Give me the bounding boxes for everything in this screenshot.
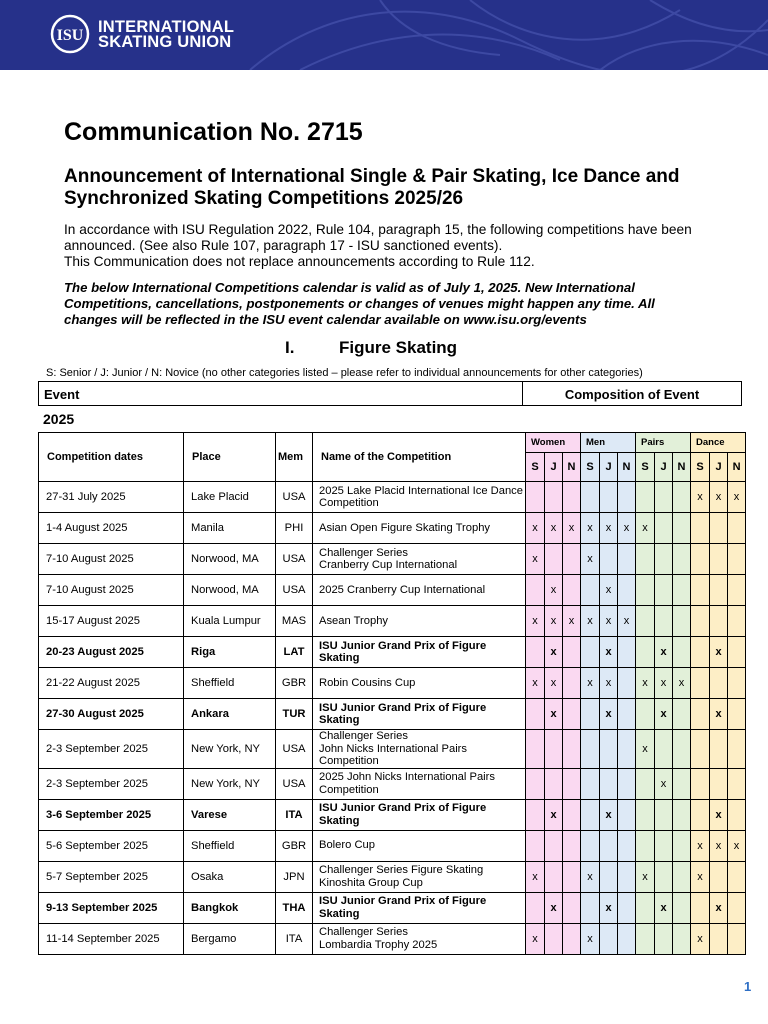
competition-dates-cell: 2-3 September 2025: [39, 730, 184, 769]
competitions-table: [38, 432, 746, 955]
mark-men-senior: [581, 482, 600, 513]
competition-dates-cell: 27-30 August 2025: [39, 699, 184, 730]
mark-pairs-novice: [673, 544, 691, 575]
mark-men-junior: x: [600, 513, 618, 544]
place-cell: New York, NY: [184, 768, 276, 799]
mark-dance-senior: [691, 513, 710, 544]
mark-women-junior: x: [545, 575, 563, 606]
mark-pairs-junior: [655, 830, 673, 861]
mark-men-junior: x: [600, 575, 618, 606]
competition-name-cell: Bolero Cup: [313, 830, 526, 861]
header-dance-junior: J: [710, 453, 728, 482]
intro-paragraph: [64, 222, 704, 270]
member-cell: THA: [276, 892, 313, 923]
mark-women-novice: [563, 730, 581, 769]
mark-dance-novice: [728, 637, 746, 668]
mark-pairs-junior: [655, 513, 673, 544]
mark-men-junior: x: [600, 699, 618, 730]
mark-pairs-junior: x: [655, 892, 673, 923]
mark-dance-senior: [691, 768, 710, 799]
mark-women-senior: x: [526, 544, 545, 575]
section-title: Figure Skating: [339, 338, 458, 357]
place-cell: Norwood, MA: [184, 544, 276, 575]
mark-men-novice: [618, 768, 636, 799]
mark-men-senior: x: [581, 606, 600, 637]
place-cell: Norwood, MA: [184, 575, 276, 606]
mark-women-junior: [545, 730, 563, 769]
competition-dates-cell: 2-3 September 2025: [39, 768, 184, 799]
header-dance-senior: S: [691, 453, 710, 482]
place-cell: Sheffield: [184, 830, 276, 861]
mark-pairs-junior: [655, 730, 673, 769]
competition-dates-cell: 1-4 August 2025: [39, 513, 184, 544]
mark-dance-senior: x: [691, 923, 710, 954]
mark-dance-senior: [691, 575, 710, 606]
mark-women-junior: x: [545, 637, 563, 668]
mark-women-senior: [526, 768, 545, 799]
member-cell: USA: [276, 730, 313, 769]
isu-logo-icon: [50, 14, 90, 54]
member-cell: USA: [276, 575, 313, 606]
mark-pairs-senior: [636, 830, 655, 861]
mark-women-junior: [545, 544, 563, 575]
validity-note: The below International Competitions calendar is valid as of July 1, 2025. New International Competitions, cancellations, postponements or changes of venues might happen any time. All changes will be reflected in the ISU event calendar available on www.isu.org/events: [64, 280, 655, 327]
mark-women-junior: [545, 830, 563, 861]
mark-dance-junior: [710, 668, 728, 699]
header-women-senior: S: [526, 453, 545, 482]
table-row: [39, 861, 746, 892]
mark-women-junior: [545, 482, 563, 513]
competition-dates-cell: 21-22 August 2025: [39, 668, 184, 699]
mark-dance-senior: x: [691, 482, 710, 513]
mark-women-senior: [526, 575, 545, 606]
mark-men-novice: [618, 861, 636, 892]
table-row: [39, 482, 746, 513]
mark-pairs-senior: [636, 799, 655, 830]
mark-men-senior: [581, 799, 600, 830]
member-cell: USA: [276, 544, 313, 575]
mark-dance-senior: [691, 730, 710, 769]
header-competition-name: Name of the Competition: [313, 433, 526, 482]
competition-dates-cell: 5-7 September 2025: [39, 861, 184, 892]
competition-dates-cell: 5-6 September 2025: [39, 830, 184, 861]
mark-dance-senior: [691, 892, 710, 923]
mark-dance-junior: x: [710, 637, 728, 668]
header-women-junior: J: [545, 453, 563, 482]
organization-name: [98, 20, 234, 50]
mark-women-senior: x: [526, 513, 545, 544]
table-row: [39, 768, 746, 799]
header-pairs-novice: N: [673, 453, 691, 482]
mark-dance-senior: [691, 699, 710, 730]
mark-women-junior: [545, 861, 563, 892]
event-composition-header: [38, 381, 742, 406]
mark-women-junior: [545, 768, 563, 799]
header-pairs-senior: S: [636, 453, 655, 482]
mark-women-junior: [545, 923, 563, 954]
mark-pairs-novice: [673, 923, 691, 954]
competition-dates-cell: 11-14 September 2025: [39, 923, 184, 954]
mark-pairs-senior: [636, 482, 655, 513]
category-legend: S: Senior / J: Junior / N: Novice (no other categories listed – please refer to individual announcements for other categories): [46, 367, 643, 379]
section-heading: [285, 338, 457, 358]
mark-pairs-junior: [655, 861, 673, 892]
mark-dance-novice: [728, 575, 746, 606]
mark-dance-novice: [728, 668, 746, 699]
competition-name-cell: 2025 John Nicks International Pairs Competition: [313, 768, 526, 799]
header-competition-dates: Competition dates: [39, 433, 184, 482]
mark-pairs-senior: x: [636, 861, 655, 892]
competition-dates-cell: 27-31 July 2025: [39, 482, 184, 513]
mark-women-senior: x: [526, 668, 545, 699]
mark-men-senior: x: [581, 513, 600, 544]
mark-men-junior: x: [600, 637, 618, 668]
member-cell: PHI: [276, 513, 313, 544]
mark-pairs-senior: [636, 575, 655, 606]
member-cell: USA: [276, 482, 313, 513]
table-row: [39, 923, 746, 954]
mark-men-junior: [600, 768, 618, 799]
competition-name-cell: Asean Trophy: [313, 606, 526, 637]
table-row: [39, 575, 746, 606]
mark-women-senior: x: [526, 923, 545, 954]
table-row: [39, 799, 746, 830]
mark-women-junior: x: [545, 513, 563, 544]
mark-women-senior: [526, 699, 545, 730]
mark-men-junior: [600, 482, 618, 513]
mark-pairs-novice: [673, 513, 691, 544]
mark-dance-novice: x: [728, 830, 746, 861]
mark-dance-junior: [710, 544, 728, 575]
competition-dates-cell: 7-10 August 2025: [39, 575, 184, 606]
mark-men-novice: [618, 892, 636, 923]
mark-pairs-senior: [636, 544, 655, 575]
mark-pairs-novice: [673, 606, 691, 637]
mark-men-junior: x: [600, 892, 618, 923]
mark-men-senior: [581, 830, 600, 861]
mark-dance-junior: [710, 606, 728, 637]
competition-name-cell: 2025 Cranberry Cup International: [313, 575, 526, 606]
mark-dance-senior: x: [691, 830, 710, 861]
mark-women-junior: x: [545, 799, 563, 830]
composition-label: Composition of Event: [564, 387, 700, 402]
mark-dance-senior: [691, 637, 710, 668]
header-dance: Dance: [691, 433, 746, 453]
mark-pairs-novice: [673, 830, 691, 861]
header-pairs-junior: J: [655, 453, 673, 482]
mark-pairs-novice: [673, 768, 691, 799]
mark-men-junior: [600, 544, 618, 575]
mark-pairs-novice: [673, 799, 691, 830]
competition-name-cell: ISU Junior Grand Prix of Figure Skating: [313, 799, 526, 830]
mark-pairs-senior: x: [636, 730, 655, 769]
mark-men-novice: [618, 668, 636, 699]
mark-dance-junior: x: [710, 830, 728, 861]
mark-dance-novice: x: [728, 482, 746, 513]
mark-pairs-novice: [673, 637, 691, 668]
header-men-senior: S: [581, 453, 600, 482]
mark-men-senior: [581, 892, 600, 923]
mark-dance-junior: [710, 513, 728, 544]
mark-women-senior: [526, 730, 545, 769]
mark-pairs-junior: [655, 575, 673, 606]
mark-dance-novice: [728, 799, 746, 830]
year-heading: 2025: [43, 411, 75, 427]
mark-pairs-novice: [673, 892, 691, 923]
mark-dance-junior: x: [710, 799, 728, 830]
header-women-novice: N: [563, 453, 581, 482]
competition-name-cell: ISU Junior Grand Prix of Figure Skating: [313, 892, 526, 923]
document-subtitle: Announcement of International Single & Pair Skating, Ice Dance and Synchronized Skating Competitions 2025/26: [64, 166, 680, 209]
competition-dates-cell: 3-6 September 2025: [39, 799, 184, 830]
member-cell: GBR: [276, 668, 313, 699]
competition-name-cell: Challenger Series John Nicks International Pairs Competition: [313, 730, 526, 769]
mark-pairs-junior: x: [655, 699, 673, 730]
mark-women-junior: x: [545, 668, 563, 699]
mark-pairs-junior: [655, 482, 673, 513]
member-cell: ITA: [276, 923, 313, 954]
table-row: [39, 513, 746, 544]
mark-women-novice: [563, 768, 581, 799]
mark-dance-senior: [691, 799, 710, 830]
table-row: [39, 892, 746, 923]
section-number: I.: [285, 338, 295, 357]
mark-women-novice: [563, 861, 581, 892]
competition-name-cell: ISU Junior Grand Prix of Figure Skating: [313, 637, 526, 668]
mark-dance-novice: [728, 768, 746, 799]
place-cell: Ankara: [184, 699, 276, 730]
competition-name-cell: Challenger Series Cranberry Cup International: [313, 544, 526, 575]
mark-men-novice: [618, 637, 636, 668]
mark-women-novice: x: [563, 513, 581, 544]
mark-pairs-senior: [636, 699, 655, 730]
mark-men-novice: [618, 730, 636, 769]
mark-pairs-senior: [636, 637, 655, 668]
place-cell: Bergamo: [184, 923, 276, 954]
mark-dance-junior: [710, 861, 728, 892]
mark-dance-junior: [710, 768, 728, 799]
mark-women-novice: [563, 923, 581, 954]
mark-dance-novice: [728, 892, 746, 923]
member-cell: MAS: [276, 606, 313, 637]
mark-dance-novice: [728, 544, 746, 575]
mark-pairs-novice: [673, 730, 691, 769]
competition-name-cell: ISU Junior Grand Prix of Figure Skating: [313, 699, 526, 730]
mark-men-novice: [618, 699, 636, 730]
table-row: [39, 830, 746, 861]
mark-men-novice: x: [618, 606, 636, 637]
competitions-table-body: [39, 482, 746, 955]
mark-women-junior: x: [545, 699, 563, 730]
mark-pairs-junior: x: [655, 668, 673, 699]
mark-men-junior: x: [600, 799, 618, 830]
header-place: Place: [184, 433, 276, 482]
mark-women-junior: x: [545, 606, 563, 637]
mark-men-senior: x: [581, 544, 600, 575]
mark-women-novice: [563, 830, 581, 861]
intro-line-2: This Communication does not replace announcements according to Rule 112.: [64, 254, 535, 269]
competition-dates-cell: 7-10 August 2025: [39, 544, 184, 575]
header-member: Mem: [276, 433, 313, 482]
organization-name-line2: SKATING UNION: [98, 33, 232, 51]
mark-men-senior: [581, 730, 600, 769]
mark-women-novice: [563, 544, 581, 575]
mark-dance-novice: [728, 730, 746, 769]
member-cell: GBR: [276, 830, 313, 861]
mark-pairs-junior: [655, 923, 673, 954]
mark-pairs-junior: x: [655, 768, 673, 799]
mark-men-novice: x: [618, 513, 636, 544]
mark-men-novice: [618, 544, 636, 575]
mark-men-novice: [618, 923, 636, 954]
mark-women-senior: [526, 799, 545, 830]
mark-pairs-novice: [673, 482, 691, 513]
mark-pairs-senior: [636, 768, 655, 799]
mark-pairs-junior: [655, 799, 673, 830]
mark-men-junior: [600, 861, 618, 892]
mark-men-senior: [581, 637, 600, 668]
mark-women-senior: x: [526, 861, 545, 892]
mark-men-novice: [618, 799, 636, 830]
communication-title: Communication No. 2715: [64, 118, 363, 146]
mark-women-novice: [563, 575, 581, 606]
table-row: [39, 637, 746, 668]
mark-dance-senior: [691, 544, 710, 575]
mark-dance-junior: [710, 923, 728, 954]
mark-dance-junior: [710, 575, 728, 606]
mark-women-senior: [526, 830, 545, 861]
member-cell: USA: [276, 768, 313, 799]
mark-dance-junior: x: [710, 482, 728, 513]
mark-dance-senior: [691, 668, 710, 699]
table-row: [39, 730, 746, 769]
mark-men-junior: [600, 830, 618, 861]
page-number: 1: [744, 979, 752, 994]
mark-men-senior: x: [581, 861, 600, 892]
mark-men-junior: x: [600, 668, 618, 699]
competition-name-cell: Challenger Series Lombardia Trophy 2025: [313, 923, 526, 954]
place-cell: New York, NY: [184, 730, 276, 769]
competition-name-cell: Robin Cousins Cup: [313, 668, 526, 699]
mark-men-novice: [618, 575, 636, 606]
place-cell: Kuala Lumpur: [184, 606, 276, 637]
place-cell: Lake Placid: [184, 482, 276, 513]
mark-dance-novice: [728, 923, 746, 954]
header-pairs: Pairs: [636, 433, 691, 453]
mark-men-junior: [600, 730, 618, 769]
mark-dance-novice: [728, 861, 746, 892]
competition-name-cell: Challenger Series Figure Skating Kinoshita Group Cup: [313, 861, 526, 892]
header-men-junior: J: [600, 453, 618, 482]
mark-pairs-senior: x: [636, 668, 655, 699]
mark-dance-novice: [728, 606, 746, 637]
organization-name-line1: INTERNATIONAL: [98, 18, 235, 36]
mark-dance-senior: x: [691, 861, 710, 892]
mark-dance-senior: [691, 606, 710, 637]
mark-men-senior: [581, 575, 600, 606]
mark-men-junior: [600, 923, 618, 954]
table-row: [39, 606, 746, 637]
mark-women-senior: [526, 637, 545, 668]
table-row: [39, 699, 746, 730]
mark-dance-junior: x: [710, 892, 728, 923]
header-dance-novice: N: [728, 453, 746, 482]
mark-women-senior: [526, 892, 545, 923]
mark-women-junior: x: [545, 892, 563, 923]
competition-dates-cell: 15-17 August 2025: [39, 606, 184, 637]
place-cell: Riga: [184, 637, 276, 668]
intro-line-1: In accordance with ISU Regulation 2022, Rule 104, paragraph 15, the following competitions have been announced. (See also Rule 107, paragraph 17 - ISU sanctioned events).: [64, 222, 692, 253]
mark-pairs-novice: x: [673, 668, 691, 699]
mark-dance-junior: x: [710, 699, 728, 730]
mark-men-senior: x: [581, 668, 600, 699]
svg-text:ISU: ISU: [56, 27, 84, 44]
header-men: Men: [581, 433, 636, 453]
mark-women-novice: [563, 892, 581, 923]
mark-pairs-novice: [673, 699, 691, 730]
mark-women-novice: [563, 668, 581, 699]
place-cell: Osaka: [184, 861, 276, 892]
competition-name-cell: Asian Open Figure Skating Trophy: [313, 513, 526, 544]
mark-women-senior: [526, 482, 545, 513]
table-row: [39, 668, 746, 699]
member-cell: JPN: [276, 861, 313, 892]
mark-women-senior: x: [526, 606, 545, 637]
place-cell: Bangkok: [184, 892, 276, 923]
competition-dates-cell: 9-13 September 2025: [39, 892, 184, 923]
member-cell: LAT: [276, 637, 313, 668]
table-row: [39, 544, 746, 575]
mark-men-novice: [618, 830, 636, 861]
mark-dance-novice: [728, 699, 746, 730]
mark-pairs-junior: [655, 544, 673, 575]
mark-pairs-senior: [636, 892, 655, 923]
mark-women-novice: x: [563, 606, 581, 637]
mark-pairs-senior: x: [636, 513, 655, 544]
mark-dance-junior: [710, 730, 728, 769]
place-cell: Sheffield: [184, 668, 276, 699]
event-label: Event: [44, 387, 80, 402]
mark-pairs-senior: [636, 923, 655, 954]
mark-men-senior: x: [581, 923, 600, 954]
mark-pairs-junior: x: [655, 637, 673, 668]
header-women: Women: [526, 433, 581, 453]
competition-dates-cell: 20-23 August 2025: [39, 637, 184, 668]
mark-dance-novice: [728, 513, 746, 544]
mark-men-senior: [581, 699, 600, 730]
mark-pairs-senior: [636, 606, 655, 637]
competition-name-cell: 2025 Lake Placid International Ice Dance Competition: [313, 482, 526, 513]
mark-men-novice: [618, 482, 636, 513]
mark-women-novice: [563, 482, 581, 513]
mark-pairs-junior: [655, 606, 673, 637]
place-cell: Manila: [184, 513, 276, 544]
mark-men-senior: [581, 768, 600, 799]
mark-men-junior: x: [600, 606, 618, 637]
mark-women-novice: [563, 637, 581, 668]
member-cell: ITA: [276, 799, 313, 830]
header-banner: [0, 0, 768, 70]
header-men-novice: N: [618, 453, 636, 482]
place-cell: Varese: [184, 799, 276, 830]
mark-women-novice: [563, 799, 581, 830]
mark-pairs-novice: [673, 575, 691, 606]
mark-women-novice: [563, 699, 581, 730]
mark-pairs-novice: [673, 861, 691, 892]
member-cell: TUR: [276, 699, 313, 730]
